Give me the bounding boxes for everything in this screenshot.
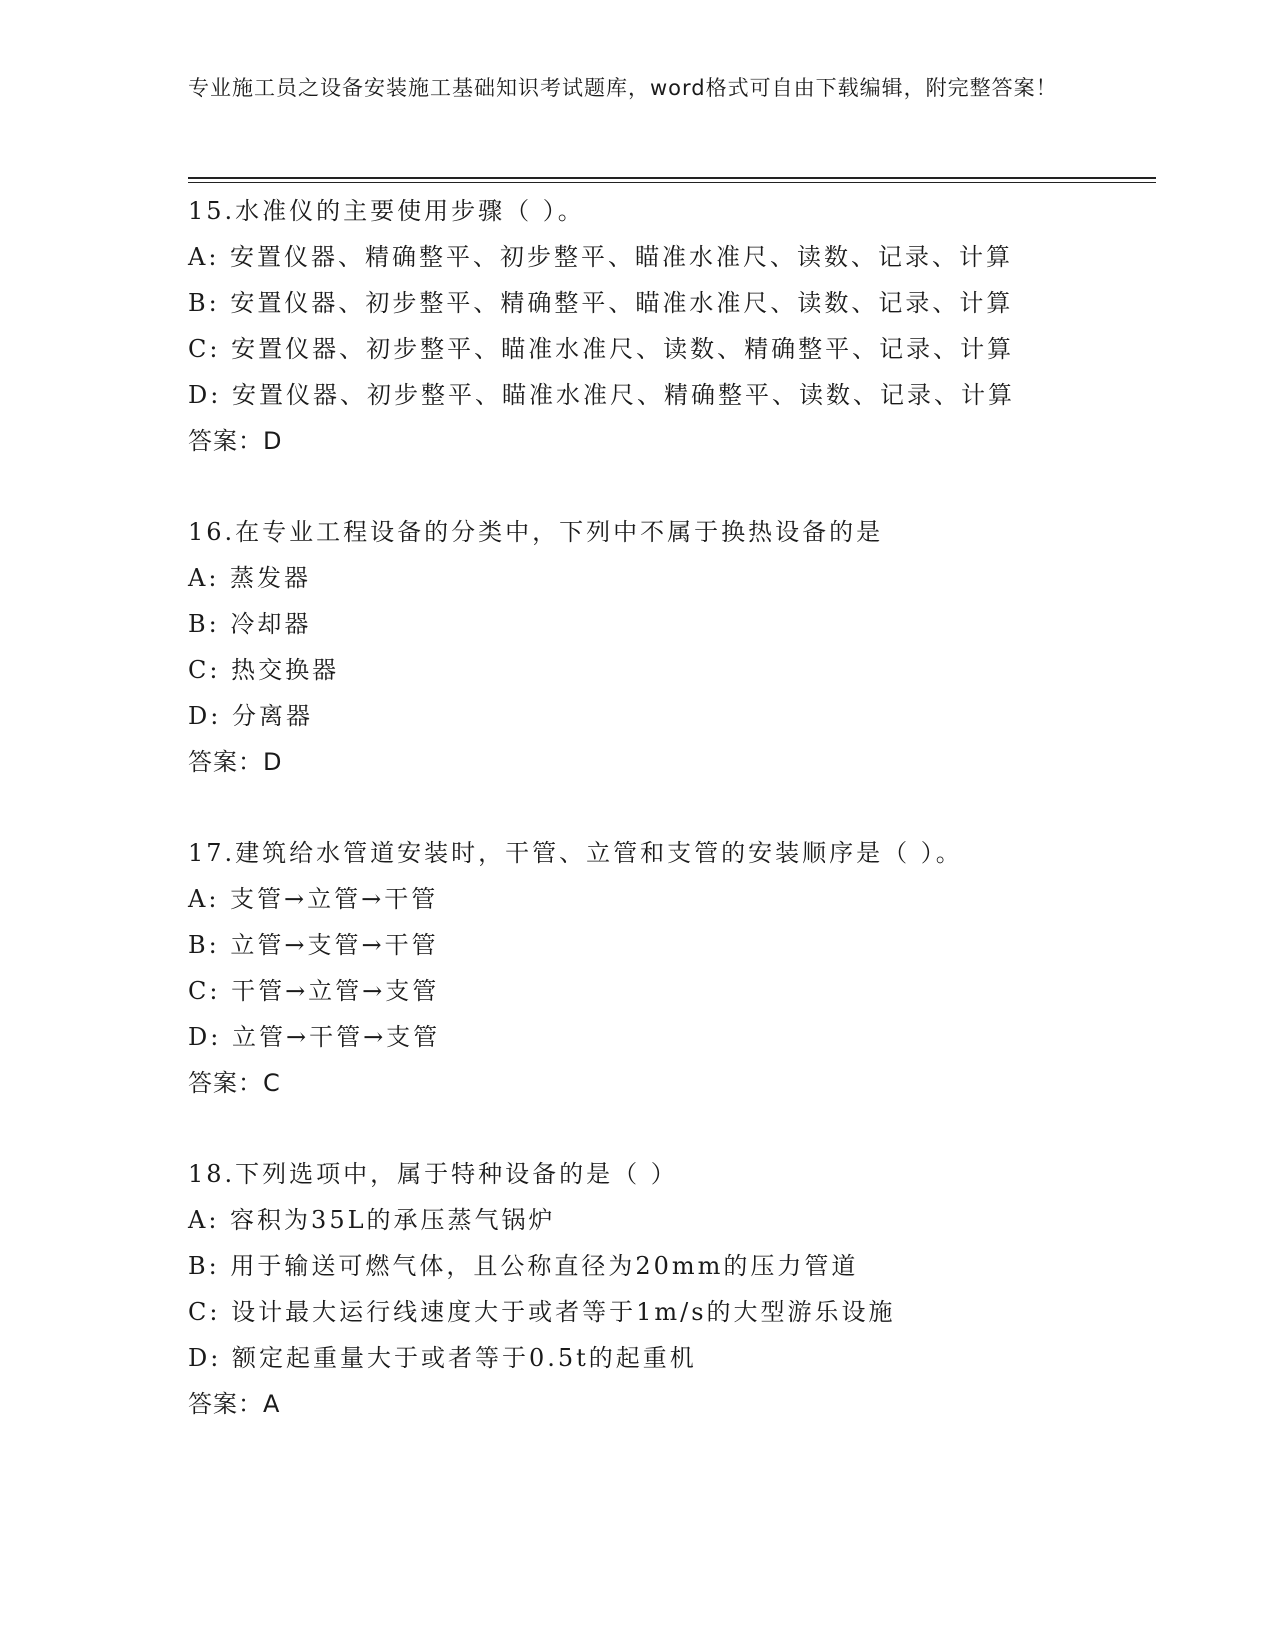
option-c: C: 干管→立管→支管 xyxy=(188,977,440,1005)
option-b: B: 安置仪器、初步整平、精确整平、瞄准水准尺、读数、记录、计算 xyxy=(188,289,1014,317)
option-b: B: 立管→支管→干管 xyxy=(188,931,439,959)
answer-text: 答案：D xyxy=(188,427,283,455)
option-a: A: 蒸发器 xyxy=(188,564,312,592)
option-d: D: 分离器 xyxy=(188,702,313,730)
option-c: C: 安置仪器、初步整平、瞄准水准尺、读数、精确整平、记录、计算 xyxy=(188,335,1015,363)
option-d: D: 安置仪器、初步整平、瞄准水准尺、精确整平、读数、记录、计算 xyxy=(188,381,1015,409)
option-b: B: 冷却器 xyxy=(188,610,312,638)
header-divider-thick xyxy=(188,177,1156,179)
option-a: A: 安置仪器、精确整平、初步整平、瞄准水准尺、读数、记录、计算 xyxy=(188,243,1014,271)
option-b: B: 用于输送可燃气体，且公称直径为20mm的压力管道 xyxy=(188,1252,859,1280)
question-17 xyxy=(188,830,1156,1106)
option-d: D: 立管→干管→支管 xyxy=(188,1023,441,1051)
option-c: C: 热交换器 xyxy=(188,656,340,684)
option-c: C: 设计最大运行线速度大于或者等于1m/s的大型游乐设施 xyxy=(188,1298,896,1326)
question-18 xyxy=(188,1151,1156,1427)
option-a: A: 容积为35L的承压蒸气锅炉 xyxy=(188,1206,556,1234)
option-a: A: 支管→立管→干管 xyxy=(188,885,439,913)
option-d: D: 额定起重量大于或者等于0.5t的起重机 xyxy=(188,1344,697,1372)
answer-text: 答案：D xyxy=(188,748,283,776)
question-stem: 17.建筑给水管道安装时，干管、立管和支管的安装顺序是（ ）。 xyxy=(188,839,963,867)
header-divider-thin xyxy=(188,182,1156,183)
document-title: 专业施工员之设备安装施工基础知识考试题库，word格式可自由下载编辑，附完整答案！ xyxy=(188,76,1058,100)
question-stem: 18.下列选项中，属于特种设备的是（ ） xyxy=(188,1160,678,1188)
question-stem: 15.水准仪的主要使用步骤（ ）。 xyxy=(188,197,585,225)
question-list xyxy=(188,188,1156,1472)
question-16 xyxy=(188,509,1156,785)
question-15 xyxy=(188,188,1156,464)
question-stem: 16.在专业工程设备的分类中，下列中不属于换热设备的是 xyxy=(188,518,884,546)
answer-text: 答案：C xyxy=(188,1069,281,1097)
answer-text: 答案：A xyxy=(188,1390,281,1418)
